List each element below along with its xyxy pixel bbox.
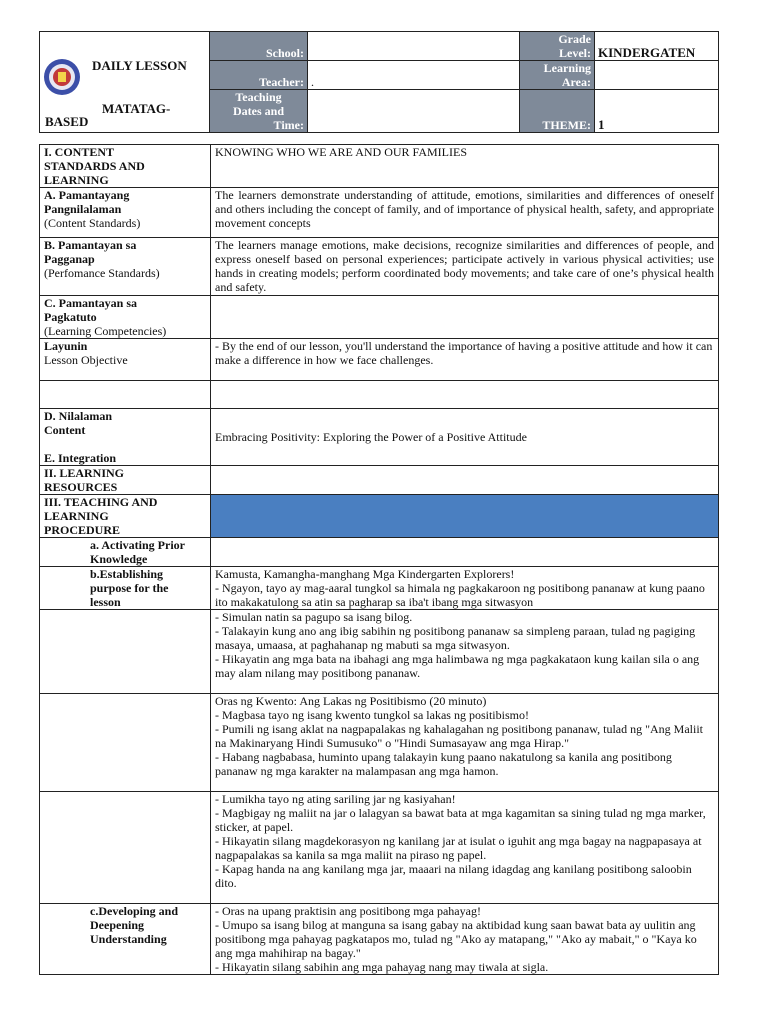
grade-label: Grade Level: <box>520 32 595 61</box>
table-row <box>40 145 719 188</box>
activating-label: a. Activating Prior Knowledge <box>40 538 211 567</box>
title-line-1: DAILY LESSON <box>92 58 187 73</box>
learning-resources-label: II. LEARNING RESOURCES <box>40 466 211 495</box>
empty-cell <box>40 381 211 409</box>
table-row <box>40 238 719 296</box>
table-row <box>40 466 719 495</box>
procedure-label: III. TEACHING AND LEARNING PROCEDURE <box>40 495 211 538</box>
content-standards-label: I. CONTENT STANDARDS AND LEARNING <box>40 145 211 188</box>
table-row <box>40 495 719 538</box>
empty-cell <box>40 610 211 694</box>
theme-value: 1 <box>595 90 719 133</box>
content-value: Embracing Positivity: Exploring the Power of a Positive Attitude <box>211 409 719 466</box>
header-table <box>39 31 719 133</box>
activating-value <box>211 538 719 567</box>
deped-seal-icon <box>43 58 81 96</box>
learning-resources-value <box>211 466 719 495</box>
title-cell <box>40 32 210 133</box>
table-row <box>40 567 719 610</box>
school-label: School: <box>210 32 308 61</box>
table-row <box>40 538 719 567</box>
developing-value: - Oras na upang praktisin ang positibong mga pahayag! - Umupo sa isang bilog at manguna sa isang gabay na aktibidad kung saan bawat bata ay uulitin ang positibong mga pahayag pagkatapos mo, tulad ng "Ako ay matapang," "Ako ay mabait," o "Kaya ko ang mga mahihirap na bagay." - Hikayatin silang sabihin ang mga pahayag nang may tiwala at sigla. <box>211 904 719 975</box>
teacher-value: . <box>308 61 520 90</box>
learning-area-value <box>595 61 719 90</box>
table-row <box>40 792 719 904</box>
developing-label: c.Developing and Deepening Understanding <box>40 904 211 975</box>
content-label: D. Nilalaman Content E. Integration <box>40 409 211 466</box>
teaching-dates-value <box>308 90 520 133</box>
lesson-objective-value: - By the end of our lesson, you'll understand the importance of having a positive attitude and how it can make a difference in how we face challenges. <box>211 339 719 381</box>
teacher-label: Teacher: <box>210 61 308 90</box>
title-line-3: BASED <box>45 114 89 129</box>
lesson-objective-label: Layunin Lesson Objective <box>40 339 211 381</box>
table-row <box>40 694 719 792</box>
lesson-table <box>39 144 719 975</box>
title-line-2: MATATAG- <box>102 101 171 116</box>
empty-cell <box>211 381 719 409</box>
theme-label: THEME: <box>520 90 595 133</box>
learning-competencies-value <box>211 296 719 339</box>
table-row <box>40 188 719 238</box>
establishing-label: b.Establishing purpose for the lesson <box>40 567 211 610</box>
empty-cell <box>40 694 211 792</box>
procedure-header-bar <box>211 495 719 538</box>
performance-standards-value: The learners manage emotions, make decisions, recognize similarities and differences of people, and express oneself based on personal experiences; participate actively in various physical activities; use hands in creating models; perform coordinated body movements; and take care of one’s physical health and safety. <box>211 238 719 296</box>
grade-value: KINDERGATEN <box>595 32 719 61</box>
content-standards-value: KNOWING WHO WE ARE AND OUR FAMILIES <box>211 145 719 188</box>
circle-discussion-value: - Simulan natin sa pagupo sa isang bilog. - Talakayin kung ano ang ibig sabihin ng positibong pananaw sa simpleng paraan, tulad ng pagiging masaya, umaasa, at paghahanap ng mabuti sa mga sitwasyon. - Hikayatin ang mga bata na ibahagi ang mga halimbawa ng mga pagkakataon kung kailan sila o ang may alam nilang may positibong pananaw. <box>211 610 719 694</box>
empty-cell <box>40 792 211 904</box>
teaching-dates-label: Teaching Dates and Time: <box>210 90 308 133</box>
table-row <box>40 409 719 466</box>
learning-competencies-label: C. Pamantayan sa Pagkatuto (Learning Competencies) <box>40 296 211 339</box>
learning-area-label: Learning Area: <box>520 61 595 90</box>
story-time-value: Oras ng Kwento: Ang Lakas ng Positibismo (20 minuto) - Magbasa tayo ng isang kwento tungkol sa lakas ng positibismo! - Pumili ng isang aklat na nagpapalakas ng kahalagahan ng positibong pananaw, tulad ng "Ang Maliit na Makinaryang Hindi Sumusuko" o "Hindi Sumasayaw ang mga Hirap." - Habang nagbabasa, huminto upang talakayin kung paano nakatulong sa kanila ang positibong pananaw ng mga karakter na malampasan ang mga hamon. <box>211 694 719 792</box>
performance-standards-label: B. Pamantayan sa Pagganap (Perfomance Standards) <box>40 238 211 296</box>
table-row <box>40 339 719 381</box>
table-row <box>40 296 719 339</box>
school-value <box>308 32 520 61</box>
table-row <box>40 904 719 975</box>
establishing-value: Kamusta, Kamangha-manghang Mga Kindergarten Explorers! - Ngayon, tayo ay mag-aaral tungkol sa himala ng pagkakaroon ng positibong pananaw at kung paano ito makakatulong sa atin sa pagharap sa iba't ibang mga sitwasyon <box>211 567 719 610</box>
happiness-jar-value: - Lumikha tayo ng ating sariling jar ng kasiyahan! - Magbigay ng maliit na jar o lalagyan sa bawat bata at mga kagamitan sa sining tulad ng mga marker, sticker, at papel. - Hikayatin silang magdekorasyon ng kanilang jar at isulat o iguhit ang mga bagay na nagpapasaya at nagpapalakas sa kanila sa mga maliit na piraso ng papel. - Kapag handa na ang kanilang mga jar, maaari na nilang idagdag ang kanilang positibong saloobin dito. <box>211 792 719 904</box>
content-standards-a-value: The learners demonstrate understanding of attitude, emotions, similarities and differences of oneself and others including the concept of family, and of importance of physical health, safety, and appropriate movement concepts <box>211 188 719 238</box>
table-row <box>40 610 719 694</box>
table-row <box>40 381 719 409</box>
content-standards-a-label: A. Pamantayang Pangnilalaman (Content Standards) <box>40 188 211 238</box>
